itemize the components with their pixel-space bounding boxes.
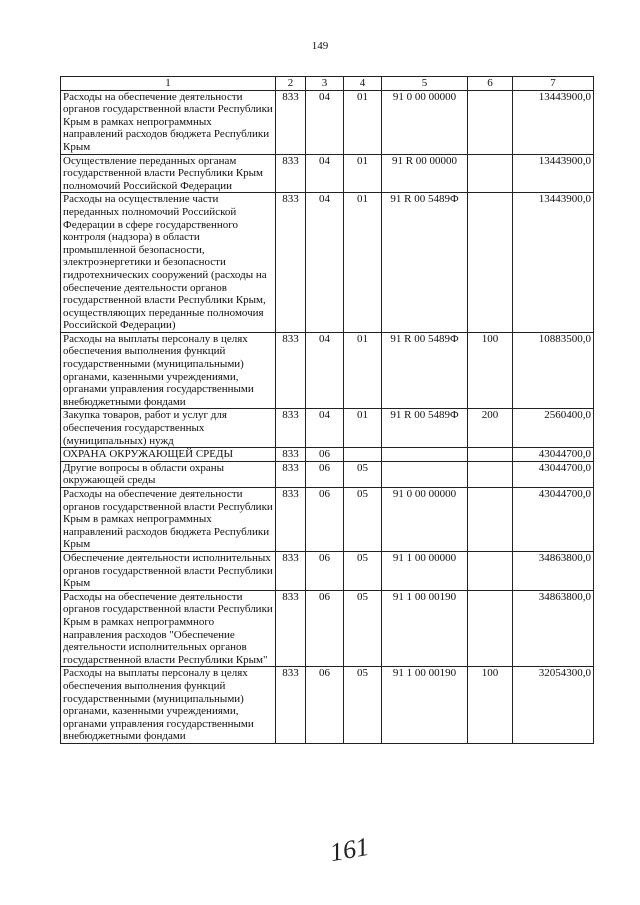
row-col-4: 01 xyxy=(344,154,382,193)
table-row xyxy=(61,667,594,744)
row-col-3: 06 xyxy=(306,667,344,744)
row-name: Расходы на выплаты персоналу в целях обеспечения выполнения функций государственными (муниципальными) органами, казенными учреждениями, органами управления государственными внебюджетными фондами xyxy=(61,332,276,409)
row-name: ОХРАНА ОКРУЖАЮЩЕЙ СРЕДЫ xyxy=(61,448,276,462)
table-row xyxy=(61,461,594,487)
row-col-5: 91 1 00 00190 xyxy=(382,590,468,667)
row-amount: 43044700,0 xyxy=(513,488,594,552)
row-col-2: 833 xyxy=(276,461,306,487)
row-col-4: 05 xyxy=(344,667,382,744)
table-row xyxy=(61,154,594,193)
header-cell: 4 xyxy=(344,77,382,91)
row-amount: 34863800,0 xyxy=(513,590,594,667)
row-amount: 43044700,0 xyxy=(513,461,594,487)
table-row xyxy=(61,590,594,667)
row-col-4: 01 xyxy=(344,332,382,409)
row-amount: 34863800,0 xyxy=(513,551,594,590)
row-name: Закупка товаров, работ и услуг для обеспечения государственных (муниципальных) нужд xyxy=(61,409,276,448)
row-col-4: 05 xyxy=(344,590,382,667)
row-col-4: 05 xyxy=(344,461,382,487)
row-col-5 xyxy=(382,448,468,462)
row-col-6 xyxy=(468,193,513,333)
row-col-3: 04 xyxy=(306,193,344,333)
row-name: Обеспечение деятельности исполнительных органов государственной власти Республики Крым xyxy=(61,551,276,590)
row-col-4: 01 xyxy=(344,90,382,154)
row-col-4: 01 xyxy=(344,409,382,448)
row-name: Расходы на обеспечение деятельности органов государственной власти Республики Крым в рамках непрограммных направлений расходов бюджета Республики Крым xyxy=(61,90,276,154)
row-col-2: 833 xyxy=(276,332,306,409)
table-row xyxy=(61,409,594,448)
row-amount: 2560400,0 xyxy=(513,409,594,448)
row-col-5: 91 R 00 5489Ф xyxy=(382,409,468,448)
row-amount: 13443900,0 xyxy=(513,193,594,333)
row-col-4: 05 xyxy=(344,488,382,552)
table-row xyxy=(61,193,594,333)
header-row xyxy=(61,77,594,91)
row-col-6 xyxy=(468,154,513,193)
row-col-6 xyxy=(468,448,513,462)
table-row xyxy=(61,448,594,462)
row-col-5: 91 R 00 5489Ф xyxy=(382,332,468,409)
row-col-2: 833 xyxy=(276,667,306,744)
row-col-5: 91 1 00 00000 xyxy=(382,551,468,590)
row-col-4: 05 xyxy=(344,551,382,590)
row-amount: 13443900,0 xyxy=(513,90,594,154)
row-col-6: 100 xyxy=(468,667,513,744)
budget-table xyxy=(60,76,594,744)
row-col-5: 91 R 00 5489Ф xyxy=(382,193,468,333)
row-col-2: 833 xyxy=(276,409,306,448)
row-col-5: 91 0 00 00000 xyxy=(382,90,468,154)
header-cell: 3 xyxy=(306,77,344,91)
row-col-3: 04 xyxy=(306,409,344,448)
header-cell: 2 xyxy=(276,77,306,91)
row-col-2: 833 xyxy=(276,590,306,667)
row-col-2: 833 xyxy=(276,448,306,462)
row-col-2: 833 xyxy=(276,90,306,154)
row-name: Расходы на выплаты персоналу в целях обеспечения выполнения функций государственными (муниципальными) органами, казенными учреждениями, органами управления государственными внебюджетными фондами xyxy=(61,667,276,744)
row-col-3: 04 xyxy=(306,332,344,409)
row-col-3: 06 xyxy=(306,461,344,487)
row-name: Расходы на осуществление части переданных полномочий Российской Федерации в сфере государственного контроля (надзора) в области промышленной безопасности, электроэнергетики и безопасности гидротехнических сооружений (расходы на обеспечение деятельности органов государственной власти Республики Крым, осуществляющих переданные полномочия Российской Федерации) xyxy=(61,193,276,333)
row-name: Расходы на обеспечение деятельности органов государственной власти Республики Крым в рамках непрограммных направлений расходов бюджета Республики Крым xyxy=(61,488,276,552)
handwritten-page-mark: 161 xyxy=(327,831,372,868)
row-col-3: 06 xyxy=(306,488,344,552)
header-cell: 5 xyxy=(382,77,468,91)
row-amount: 43044700,0 xyxy=(513,448,594,462)
table-row xyxy=(61,551,594,590)
row-amount: 32054300,0 xyxy=(513,667,594,744)
header-cell: 6 xyxy=(468,77,513,91)
row-col-6 xyxy=(468,461,513,487)
row-col-2: 833 xyxy=(276,193,306,333)
row-col-6 xyxy=(468,90,513,154)
table-row xyxy=(61,332,594,409)
row-col-5 xyxy=(382,461,468,487)
table-row xyxy=(61,90,594,154)
row-col-2: 833 xyxy=(276,154,306,193)
row-col-6 xyxy=(468,488,513,552)
row-col-2: 833 xyxy=(276,551,306,590)
row-col-3: 06 xyxy=(306,590,344,667)
row-col-6 xyxy=(468,590,513,667)
row-col-3: 04 xyxy=(306,90,344,154)
row-name: Расходы на обеспечение деятельности органов государственной власти Республики Крым в рамках непрограммного направления расходов "Обеспечение деятельности исполнительных органов государственной власти Республики Крым" xyxy=(61,590,276,667)
row-col-6: 200 xyxy=(468,409,513,448)
row-col-4 xyxy=(344,448,382,462)
header-cell: 1 xyxy=(61,77,276,91)
row-col-5: 91 1 00 00190 xyxy=(382,667,468,744)
row-col-5: 91 R 00 00000 xyxy=(382,154,468,193)
header-cell: 7 xyxy=(513,77,594,91)
row-col-3: 06 xyxy=(306,448,344,462)
row-col-4: 01 xyxy=(344,193,382,333)
row-amount: 13443900,0 xyxy=(513,154,594,193)
row-col-3: 06 xyxy=(306,551,344,590)
row-col-3: 04 xyxy=(306,154,344,193)
page-number: 149 xyxy=(311,40,329,52)
row-col-5: 91 0 00 00000 xyxy=(382,488,468,552)
row-col-6 xyxy=(468,551,513,590)
row-col-2: 833 xyxy=(276,488,306,552)
row-col-6: 100 xyxy=(468,332,513,409)
row-amount: 10883500,0 xyxy=(513,332,594,409)
row-name: Другие вопросы в области охраны окружающей среды xyxy=(61,461,276,487)
table-row xyxy=(61,488,594,552)
row-name: Осуществление переданных органам государственной власти Республики Крым полномочий Российской Федерации xyxy=(61,154,276,193)
